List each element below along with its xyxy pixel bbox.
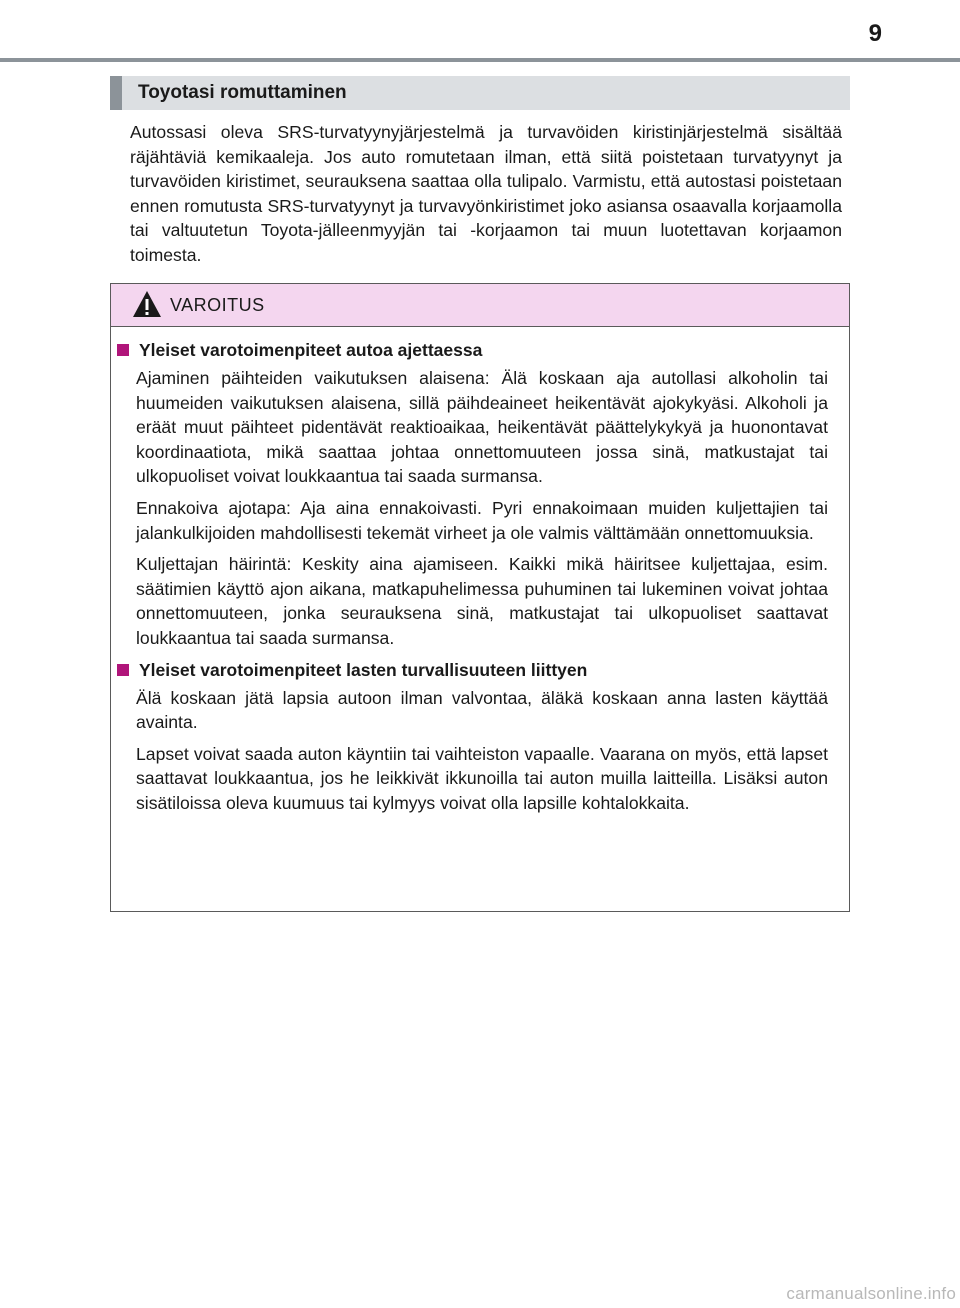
warning-paragraph: Ajaminen päihteiden vaikutuksen alaisena: Älä koskaan aja autollasi alkoholin tai huumeiden vaikutuksen alaisena, sillä päihdeaineet heikentävät ajokykyäsi. Alkoholi ja eräät muut päihteet pidentävät reaktioaikaa, heikentävät päättelykykyä ja huonontavat koordinaatiota, mikä saattaa johtaa onnettomuuteen jossa sinä, matkustajat tai ulkopuoliset voivat loukkaantua tai saada surmansa. (136, 368, 828, 487)
page-number: 9 (868, 20, 882, 47)
square-bullet-icon (117, 664, 129, 676)
warning-subheading (115, 658, 848, 682)
square-bullet-icon (117, 344, 129, 356)
section-body: Autossasi oleva SRS-turvatyynyjärjestelmä ja turvavöiden kiristinjärjestelmä sisältää räjähtäviä kemikaaleja. Jos auto romutetaan ilman, että siitä poistetaan turvatyynyt ja turvavöiden kiristimet, seurauksena saattaa olla tulipalo. Varmistu, että autostasi poistetaan ennen romutusta SRS-turvatyynyt ja turvavyönkiristimet joko asiansa osaavalla korjaamolla tai valtuutetun Toyota-jälleenmyyjän tai -korjaamon tai muun luotettavan korjaamon toimesta. (130, 122, 842, 265)
warning-paragraph: Ennakoiva ajotapa: Aja aina ennakoivasti. Pyri ennakoimaan muiden kuljettajien tai jalankulkijoiden mahdollisesti tekemät virheet ja ole valmis välttämään onnettomuuksia. (136, 497, 828, 543)
warning-subheading-text: Yleiset varotoimenpiteet lasten turvallisuuteen liittyen (139, 659, 588, 680)
warning-body (111, 338, 848, 816)
warning-paragraph: Kuljettajan häirintä: Keskity aina ajamiseen. Kaikki mikä häiritsee kuljettajaa, esim. säätimien käyttö ajon aikana, matkapuhelimessa puhuminen tai lukeminen voivat johtaa onnettomuuteen, jonka seurauksena sinä, matkustajat tai ulkopuoliset saattavat loukkaantua tai saada surmansa. (136, 554, 828, 648)
header-rule (0, 58, 960, 62)
section-header (110, 76, 850, 110)
section-title: Toyotasi romuttaminen (138, 82, 347, 103)
warning-subheading (115, 338, 848, 362)
footer-watermark: carmanualsonline.info (786, 1284, 956, 1303)
warning-header (111, 284, 849, 327)
warning-label: VAROITUS (170, 295, 265, 315)
warning-subheading-text: Yleiset varotoimenpiteet autoa ajettaessa (139, 340, 483, 360)
warning-box (110, 283, 850, 912)
warning-paragraph: Älä koskaan jätä lapsia autoon ilman valvontaa, äläkä koskaan anna lasten käyttää avainta. (136, 687, 828, 733)
warning-triangle-icon (132, 290, 162, 318)
warning-paragraph: Lapset voivat saada auton käyntiin tai vaihteiston vapaalle. Vaarana on myös, että lapset saattavat loukkaantua, jos he leikkivät ikkunoilla tai auton muilla laitteilla. Lisäksi auton sisätiloissa oleva kuumuus tai kylmyys voivat olla lapsille kohtalokkaita. (136, 743, 828, 813)
